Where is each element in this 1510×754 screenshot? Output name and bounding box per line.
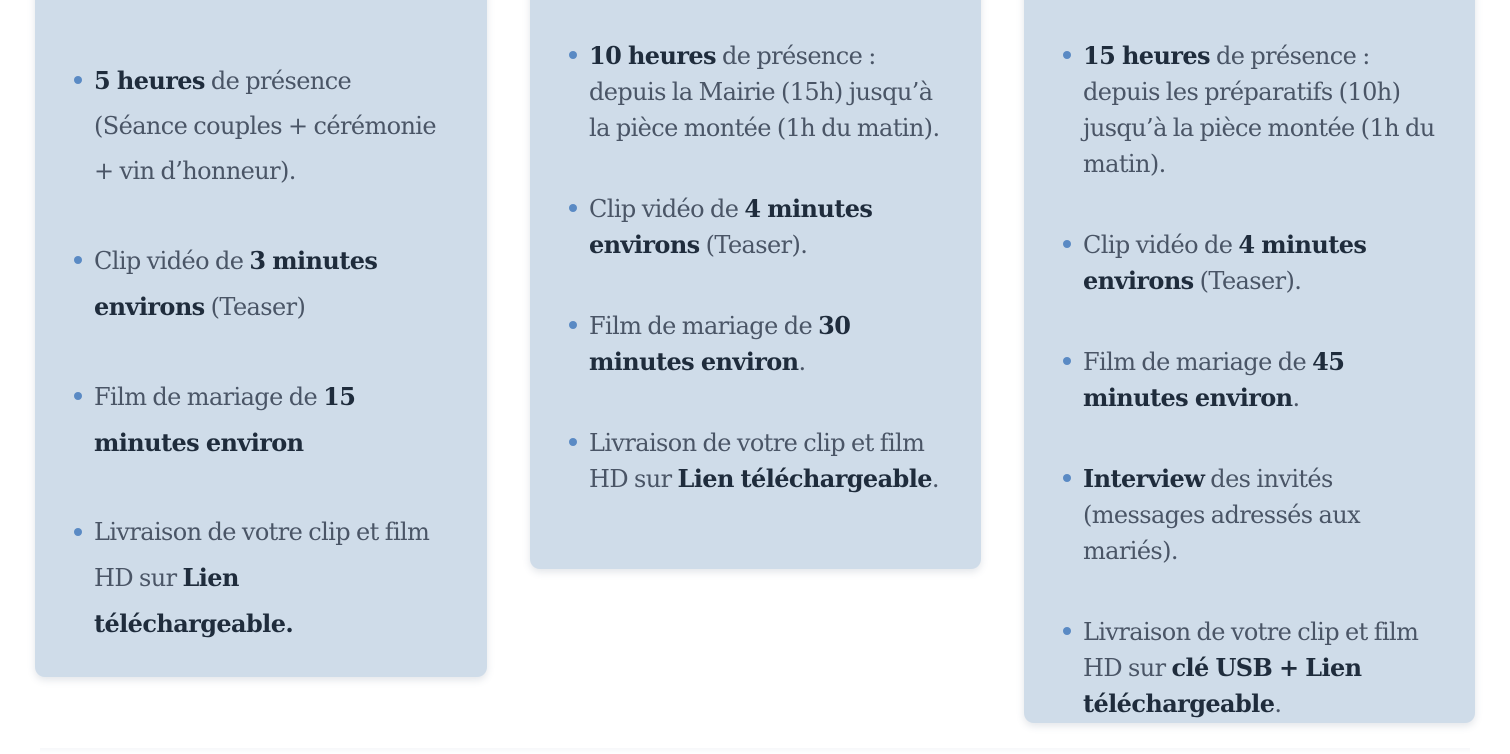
list-item-film: Film de mariage de 30 minutes environ. xyxy=(589,308,949,380)
bullet-icon xyxy=(569,204,577,212)
bullet-icon xyxy=(569,438,577,446)
bullet-icon xyxy=(1063,240,1071,248)
list-item-delivery: Livraison de votre clip et film HD sur Lien téléchargeable. xyxy=(94,510,442,647)
list-item-presence: 5 heures de présence (Séance couples + cérémonie + vin d’honneur). xyxy=(94,58,442,194)
list-item-delivery: Livraison de votre clip et film HD sur clé USB + Lien téléchargeable. xyxy=(1083,614,1443,722)
feature-list xyxy=(1083,38,1443,754)
list-item-clip: Clip vidéo de 4 minutes environs (Teaser). xyxy=(1083,227,1443,299)
bullet-icon xyxy=(569,321,577,329)
bullet-icon xyxy=(1063,357,1071,365)
bullet-icon xyxy=(1063,51,1071,59)
list-item-presence: 15 heures de présence : depuis les préparatifs (10h) jusqu’à la pièce montée (1h du matin). xyxy=(1083,38,1443,182)
section-divider xyxy=(40,748,1470,754)
list-item-film: Film de mariage de 45 minutes environ. xyxy=(1083,344,1443,416)
list-item-film: Film de mariage de 15 minutes environ xyxy=(94,374,442,466)
offer-card-3 xyxy=(1024,0,1475,723)
bullet-icon xyxy=(569,51,577,59)
offer-card-1 xyxy=(35,0,487,677)
feature-list xyxy=(94,58,442,691)
bullet-icon xyxy=(1063,627,1071,635)
bullet-icon xyxy=(74,256,82,264)
list-item-presence: 10 heures de présence : depuis la Mairie (15h) jusqu’à la pièce montée (1h du matin). xyxy=(589,38,949,146)
bullet-icon xyxy=(74,76,82,84)
bullet-icon xyxy=(74,392,82,400)
bullet-icon xyxy=(74,528,82,536)
offer-card-2 xyxy=(530,0,981,569)
list-item-clip: Clip vidéo de 4 minutes environs (Teaser). xyxy=(589,191,949,263)
bullet-icon xyxy=(1063,474,1071,482)
list-item-interview: Interview des invités (messages adressés aux mariés). xyxy=(1083,461,1443,569)
list-item-delivery: Livraison de votre clip et film HD sur Lien téléchargeable. xyxy=(589,425,949,497)
feature-list xyxy=(589,38,949,542)
list-item-clip: Clip vidéo de 3 minutes environs (Teaser) xyxy=(94,238,442,330)
